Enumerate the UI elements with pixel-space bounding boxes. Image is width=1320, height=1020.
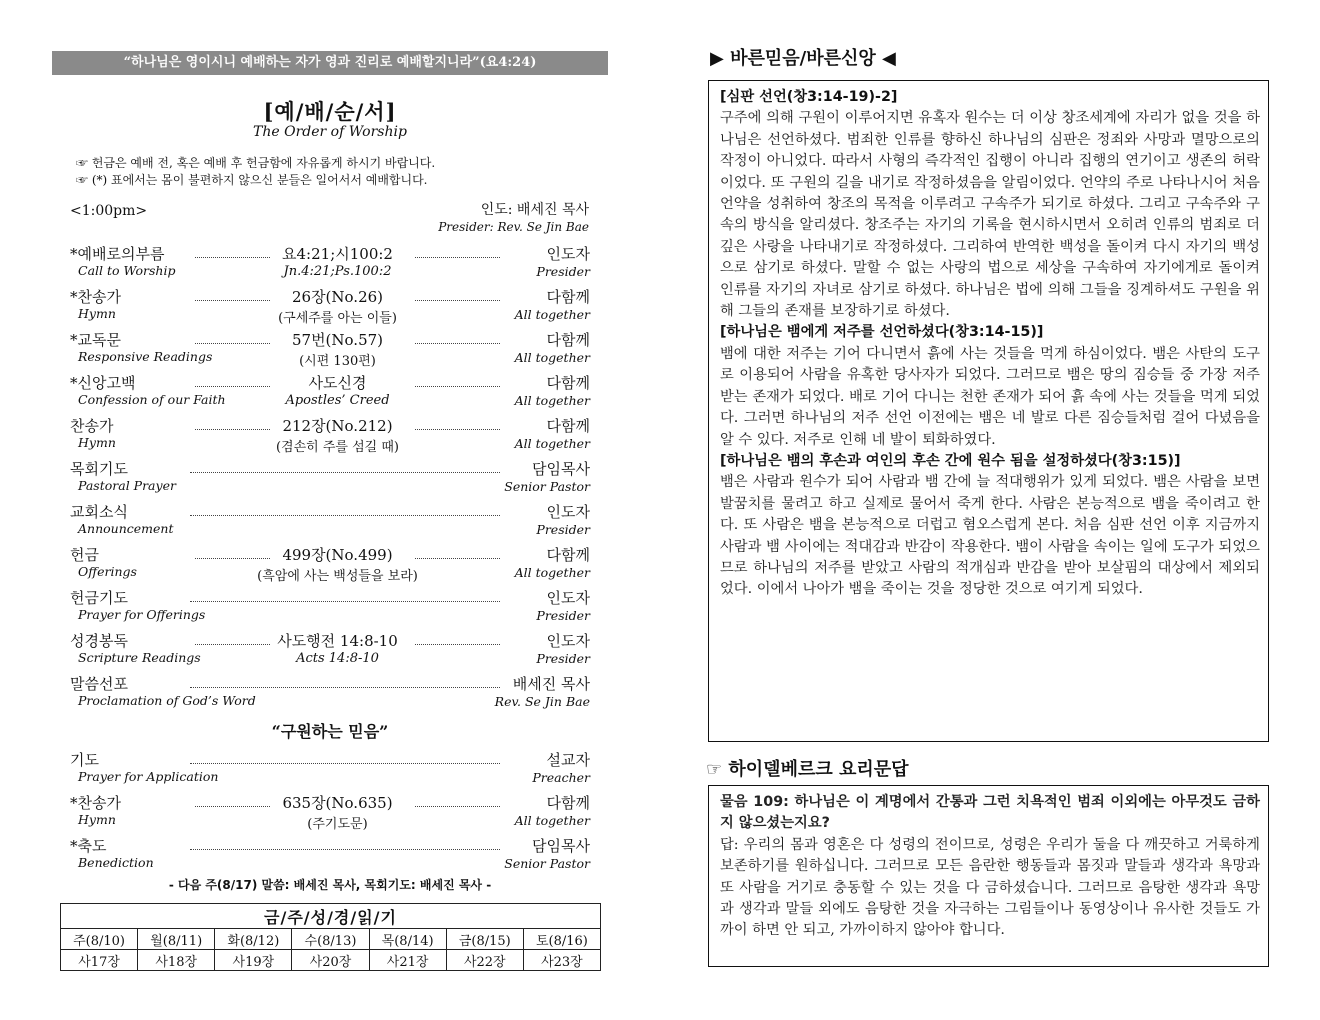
item-leader: [515, 329, 590, 365]
order-item: [70, 329, 590, 372]
leader-dots: [415, 256, 500, 258]
page-subtitle: The Order of Worship: [253, 124, 407, 140]
leader-dots: [195, 557, 270, 559]
leader-dots: [415, 557, 500, 559]
item-leader-kr: 설교자: [546, 751, 590, 769]
item-kr: 성경봉독: [70, 632, 128, 650]
leader-dots: [415, 299, 500, 301]
reading-day: 주(8/10): [61, 929, 138, 950]
note-standing: ☞ (*) 표에서는 몸이 불편하지 않으신 분들은 일어서서 예배합니다.: [76, 173, 428, 187]
item-detail: [185, 544, 490, 584]
item-leader: [515, 286, 590, 322]
leader-dots: [195, 256, 270, 258]
order-item: [70, 749, 590, 792]
order-item: [70, 243, 590, 286]
item-en: Proclamation of God’s Word: [78, 693, 256, 708]
item-detail: [185, 243, 490, 279]
reading-chapter: 사23장: [523, 950, 600, 971]
item-leader-en: All together: [514, 813, 590, 828]
item-kr: 헌금기도: [70, 589, 128, 607]
article-box: [708, 80, 1269, 742]
leader-dots: [415, 805, 500, 807]
next-week-note: - 다음 주(8/17) 말씀: 배세진 목사, 목회기도: 배세진 목사 -: [168, 878, 492, 892]
reading-chapter: 사18장: [138, 950, 215, 971]
item-en: Prayer for Offerings: [78, 607, 206, 622]
reading-chapter: 사17장: [61, 950, 138, 971]
leader-dots: [195, 342, 270, 344]
item-kr: 헌금: [70, 546, 99, 564]
item-kr: *찬송가: [70, 288, 121, 306]
item-detail-2: Acts 14:8-10: [296, 651, 379, 666]
item-detail-2: (흑암에 사는 백성들을 보라): [257, 569, 418, 584]
item-leader: [536, 501, 590, 537]
presider-kr: 인도: 배세진 목사: [480, 202, 589, 218]
order-item: [70, 415, 590, 458]
item-leader-kr: 인도자: [546, 503, 590, 521]
item-kr: 찬송가: [70, 417, 114, 435]
item-leader-en: Preacher: [532, 770, 590, 785]
leader-dots: [190, 600, 500, 602]
leader-dots: [195, 428, 270, 430]
item-leader-kr: 담임목사: [532, 460, 590, 478]
leader-dots: [195, 643, 270, 645]
item-leader-en: Presider: [536, 522, 590, 537]
item-leader: [495, 673, 590, 709]
service-time: <1:00pm>: [70, 203, 148, 219]
leader-dots: [415, 385, 500, 387]
item-detail-2: (구세주를 아는 이들): [278, 311, 397, 326]
item-leader-en: Presider: [536, 608, 590, 623]
item-leader-kr: 배세진 목사: [512, 675, 590, 693]
item-en: Confession of our Faith: [78, 392, 226, 407]
item-leader-kr: 담임목사: [532, 837, 590, 855]
item-kr: *축도: [70, 837, 107, 855]
item-leader: [532, 749, 590, 785]
leader-dots: [190, 471, 500, 473]
leader-dots: [190, 514, 500, 516]
item-leader: [515, 792, 590, 828]
item-leader-kr: 다함께: [546, 417, 590, 435]
note-offering: ☞ 헌금은 예배 전, 혹은 예배 후 헌금함에 자유롭게 하시기 바랍니다.: [76, 156, 436, 170]
item-en: Hymn: [78, 812, 116, 827]
reading-chapter: 사20장: [292, 950, 369, 971]
leader-dots: [195, 805, 270, 807]
item-detail-1: 26장(No.26): [291, 288, 384, 306]
item-leader-en: Presider: [536, 264, 590, 279]
order-item: [70, 372, 590, 415]
item-detail-2: (시편 130편): [299, 354, 376, 369]
sermon-title: “구원하는 믿음”: [271, 722, 389, 741]
item-en: Hymn: [78, 306, 116, 321]
item-en: Pastoral Prayer: [78, 478, 176, 493]
item-leader-kr: 인도자: [546, 632, 590, 650]
weekly-bible-reading: [60, 903, 601, 971]
article-paragraph: 뱀은 사람과 원수가 되어 사람과 뱀 간에 늘 적대행위가 있게 되었다. 뱀은 사람을 보면 발꿈치를 물려고 하고 실제로 물어서 죽게 한다. 사람은 본능적으로 뱀을 죽이려고 한다. 또 사람은 뱀을 본능적으로 더럽고 혐오스럽게 본다. 처음 심판 선언 이후 지금까지 사람과 뱀 사이에는 적대감과 반감이 작용한다. 뱀이 사람을 속이는 일에 도구가 되었으므로 하나님의 저주를 받았고 사람의 적개심과 반감을 받아 보살핌의 대상에서 제외되었다. 이에서 나아가 뱀을 죽이는 것을 정당한 것으로 여기게 되었다.: [720, 474, 1260, 598]
item-leader-kr: 인도자: [546, 245, 590, 263]
item-kr: *예배로의부름: [70, 245, 165, 263]
item-leader: [515, 544, 590, 580]
item-detail: [185, 286, 490, 326]
item-kr: 말씀선포: [70, 675, 128, 693]
item-leader-en: All together: [514, 307, 590, 322]
item-leader-en: All together: [514, 565, 590, 580]
reading-title: 금/주/성/경/읽/기: [61, 904, 601, 929]
leader-dots: [415, 342, 500, 344]
item-detail-1: 57번(No.57): [291, 331, 384, 349]
reading-chapters-row: [61, 950, 601, 971]
order-item: [70, 458, 590, 501]
item-detail-1: 사도행전 14:8-10: [277, 632, 398, 650]
leader-dots: [190, 762, 500, 764]
item-leader: [515, 415, 590, 451]
article-paragraph: 뱀에 대한 저주는 기어 다니면서 흙에 사는 것들을 먹게 하심이었다. 뱀은 사탄의 도구로 이용되어 사람을 유혹한 당사자가 되었다. 그러므로 뱀은 땅의 짐승들 중 가장 저주받는 존재가 되었다. 배로 기어 다니는 천한 존재가 되어 흙 속에 사는 것들을 먹게 되었다. 그러면 하나님의 저주 선언 이전에는 뱀은 네 발로 다른 짐승들처럼 걸어 다녔음을 알 수 있다. 저주로 인해 네 발이 퇴화하였다.: [720, 345, 1260, 448]
heidelberg-answer: 답: 우리의 몸과 영혼은 다 성령의 전이므로, 성령은 우리가 둘을 다 깨끗하고 거룩하게 보존하기를 원하십니다. 그러므로 모든 음란한 행동들과 몸짓과 말들과 생각과 욕망과 또 사람을 거기로 충동할 수 있는 것을 다 금하셨습니다. 그러므로 음탕한 생각과 욕망과 생각과 말들 외에도 음탕한 것을 자극하는 그림들이나 동영상이나 유사한 것들도 가까이 하면 안 되고, 가까이하지 않아야 합니다.: [720, 836, 1260, 939]
item-kr: 목회기도: [70, 460, 128, 478]
item-detail: [185, 329, 490, 369]
item-leader-en: Senior Pastor: [504, 479, 590, 494]
reading-day: 수(8/13): [292, 929, 369, 950]
item-detail: [185, 415, 490, 455]
item-en: Call to Worship: [78, 263, 176, 278]
item-leader: [536, 243, 590, 279]
item-kr: *신앙고백: [70, 374, 136, 392]
reading-days-row: [61, 929, 601, 950]
item-detail-2: Jn.4:21;Ps.100:2: [283, 264, 392, 279]
reading-day: 월(8/11): [138, 929, 215, 950]
item-detail: [185, 630, 490, 666]
item-leader: [536, 630, 590, 666]
item-leader-en: Presider: [536, 651, 590, 666]
notes: [76, 155, 435, 189]
item-kr: 교회소식: [70, 503, 128, 521]
reading-chapter: 사22장: [446, 950, 523, 971]
item-detail-1: 635장(No.635): [282, 794, 393, 812]
leader-dots: [415, 428, 500, 430]
item-leader: [504, 458, 590, 494]
item-leader-kr: 다함께: [546, 331, 590, 349]
item-detail: [185, 792, 490, 832]
item-kr: 기도: [70, 751, 99, 769]
order-item: [70, 673, 590, 716]
item-detail-2: (주기도문): [307, 817, 368, 832]
article-heading: [하나님은 뱀에게 저주를 선언하셨다(창3:14-15)]: [720, 324, 1044, 341]
reading-day: 화(8/12): [215, 929, 292, 950]
order-item: [70, 792, 590, 835]
item-leader-en: All together: [514, 350, 590, 365]
heidelberg-box: [708, 785, 1269, 967]
item-en: Offerings: [78, 564, 137, 579]
item-kr: *교독문: [70, 331, 121, 349]
article-paragraph: 구주에 의해 구원이 이루어지면 유혹자 원수는 더 이상 창조세계에 자리가 없을 것을 하나님은 선언하셨다. 범죄한 인류를 향하신 하나님의 심판은 정죄와 사망과 멸망으로의 작정이 아니었다. 따라서 사형의 즉각적인 집행이 아니라 집행의 연기이고 생존의 허락이었다. 또 구원의 길을 내기로 작정하셨음을 알림이었다. 언약의 주로 나타나시어 처음 언약을 성취하여 창조의 목적을 이루려고 구속주가 되기로 하셨다. 그리고 구속주와 구속의 방식을 알리셨다. 창조주는 자기의 기록을 현시하시면서 오히려 인류의 범죄로 더 깊은 사랑을 나타내기로 작정하셨다. 그리하여 반역한 백성을 돌이켜 다시 자기의 백성으로 삼기로 하셨다. 말할 수 없는 사랑의 법으로 세상을 구속하여 자기에게로 돌이켜 인류를 자기의 자녀로 삼기로 하셨다. 하나님은 법에 의해 그들을 징계하셔도 구원을 위해 그들의 존재를 보장하기로 하셨다.: [720, 110, 1260, 320]
reading-chapter: 사19장: [215, 950, 292, 971]
leader-dots: [195, 385, 270, 387]
item-leader: [515, 372, 590, 408]
right-header: ▶ 바른믿음/바른신앙 ◀: [710, 48, 896, 69]
item-leader-kr: 다함께: [546, 374, 590, 392]
item-en: Benediction: [78, 855, 154, 870]
item-en: Prayer for Application: [78, 769, 219, 784]
order-item: [70, 835, 590, 878]
order-of-worship: [70, 243, 590, 878]
item-en: Responsive Readings: [78, 349, 213, 364]
item-leader: [536, 587, 590, 623]
item-leader-en: All together: [514, 393, 590, 408]
leader-dots: [415, 643, 500, 645]
heidelberg-title: ☞ 하이델베르크 요리문답: [706, 759, 909, 780]
leader-dots: [190, 848, 500, 850]
item-detail: [185, 372, 490, 408]
order-item: [70, 630, 590, 673]
article-heading: [하나님은 뱀의 후손과 여인의 후손 간에 원수 됨을 설정하셨다(창3:15)]: [720, 452, 1181, 469]
presider: [438, 202, 589, 236]
order-item: [70, 501, 590, 544]
item-leader-en: All together: [514, 436, 590, 451]
order-item: [70, 544, 590, 587]
item-kr: *찬송가: [70, 794, 121, 812]
reading-chapter: 사21장: [369, 950, 446, 971]
item-leader-kr: 다함께: [546, 546, 590, 564]
item-leader-en: Senior Pastor: [504, 856, 590, 871]
page-title: [예/배/순/서]: [263, 99, 397, 124]
heidelberg-question: 물음 109: 하나님은 이 계명에서 간통과 그런 치욕적인 범죄 이외에는 아무것도 금하지 않으셨는지요?: [720, 794, 1260, 832]
item-en: Announcement: [78, 521, 174, 536]
leader-dots: [190, 686, 500, 688]
reading-day: 목(8/14): [369, 929, 446, 950]
item-en: Scripture Readings: [78, 650, 201, 665]
item-detail-2: Apostles’ Creed: [285, 393, 390, 408]
order-item: [70, 587, 590, 630]
article-heading: [심판 선언(창3:14-19)-2]: [720, 89, 898, 105]
item-leader-kr: 다함께: [546, 288, 590, 306]
presider-en: Presider: Rev. Se Jin Bae: [438, 220, 589, 234]
item-leader-kr: 다함께: [546, 794, 590, 812]
leader-dots: [195, 299, 270, 301]
reading-day: 금(8/15): [446, 929, 523, 950]
item-detail-1: 요4:21;시100:2: [282, 245, 393, 263]
item-leader: [504, 835, 590, 871]
item-leader-kr: 인도자: [546, 589, 590, 607]
item-detail-1: 499장(No.499): [282, 546, 393, 564]
item-detail-1: 사도신경: [308, 374, 367, 392]
order-item: [70, 286, 590, 329]
item-leader-en: Rev. Se Jin Bae: [494, 694, 590, 709]
reading-day: 토(8/16): [523, 929, 600, 950]
item-detail-2: (겸손히 주를 섬길 때): [275, 440, 399, 455]
item-detail-1: 212장(No.212): [282, 417, 393, 435]
item-en: Hymn: [78, 435, 116, 450]
scripture-banner: “하나님은 영이시니 예배하는 자가 영과 진리로 예배할지니라”(요4:24): [52, 51, 608, 75]
